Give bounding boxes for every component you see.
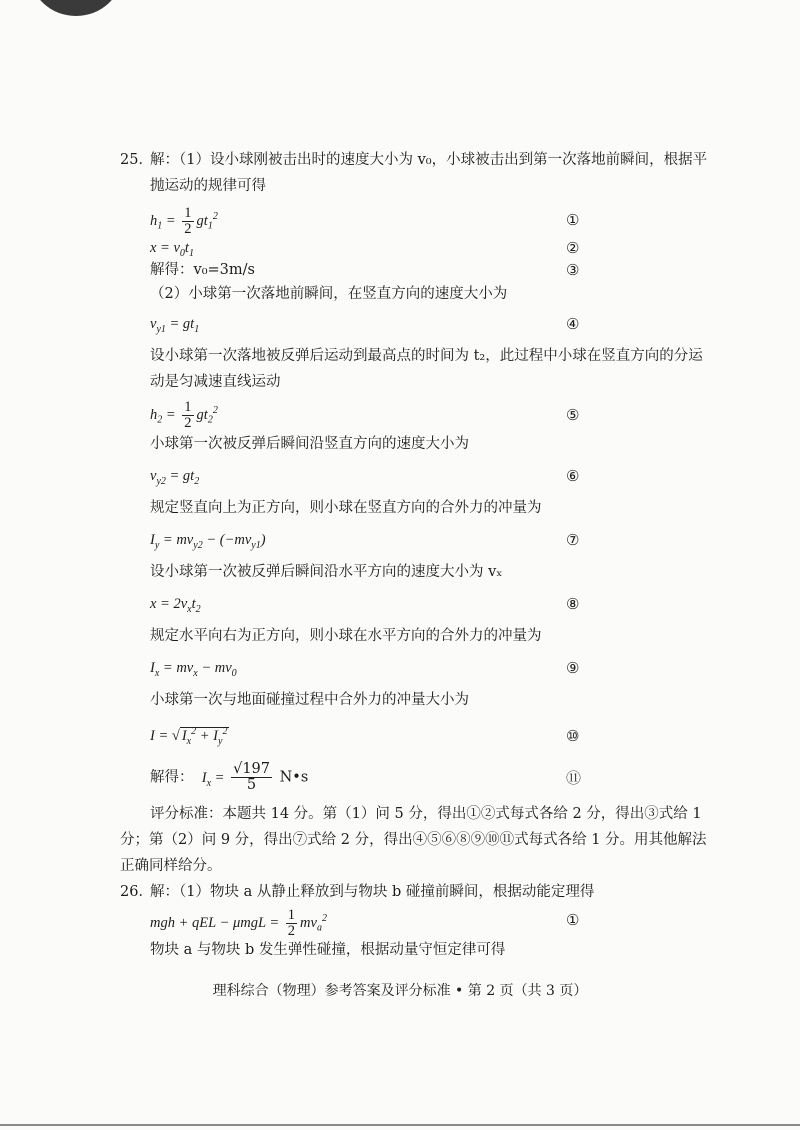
p26-collision-text: 物块 a 与物块 b 发生弹性碰撞，根据动量守恒定律可得 xyxy=(150,942,506,958)
bottom-rule xyxy=(0,1124,800,1126)
binder-tab xyxy=(30,0,122,16)
equation-8: $x = 2v_xt_2$ xyxy=(150,596,201,615)
p26-part1-intro: 解：（1）物块 a 从静止释放到与物块 b 碰撞前瞬间，根据动能定理得 xyxy=(150,884,595,900)
final-symbol: $I_x$ = xyxy=(198,769,229,789)
p25-vx-text: 设小球第一次被反弹后瞬间沿水平方向的速度大小为 vₓ xyxy=(150,564,503,580)
eq-number-8: ⑧ xyxy=(566,595,580,613)
equation-6: $v_{y2} = gt_2$ xyxy=(150,468,200,487)
v0-result: v₀=3m/s xyxy=(193,262,255,278)
eq-number-4: ④ xyxy=(566,315,580,333)
final-fraction xyxy=(231,762,272,793)
eq-number-2: ② xyxy=(566,239,580,257)
p25-vy2-text: 小球第一次被反弹后瞬间沿竖直方向的速度大小为 xyxy=(150,436,469,452)
p25-impulse-y-text: 规定竖直向上为正方向，则小球在竖直方向的合外力的冲量为 xyxy=(150,500,542,516)
p25-impulse-total-text: 小球第一次与地面碰撞过程中合外力的冲量大小为 xyxy=(150,692,469,708)
problem-26-number: 26． xyxy=(120,884,153,900)
eq-number-6: ⑥ xyxy=(566,467,580,485)
p25-rebound-text: 设小球第一次落地被反弹后运动到最高点的时间为 t₂，此过程中小球在竖直方向的分运 xyxy=(150,348,703,364)
p25-part1-intro-cont: 抛运动的规律可得 xyxy=(150,178,266,194)
final-denominator: 5 xyxy=(246,777,257,793)
p26-equation-1: mgh + qEL − μmgL = $\frac{1}{2}$ $mv_a^2$ xyxy=(150,907,327,939)
equation-3 xyxy=(150,260,255,280)
eq-number-3: ③ xyxy=(566,261,580,279)
final-label: 解得： xyxy=(150,769,194,786)
p25-part1-intro: 解：（1）设小球刚被击出时的速度大小为 v₀，小球被击出到第一次落地前瞬间，根据平 xyxy=(150,152,708,168)
equation-1: $h_1$ = $\frac{1}{2}$ $gt_1^2$ xyxy=(150,205,218,237)
scoring-line-3: 正确同样给分。 xyxy=(120,858,222,874)
equation-2: $x = v_0t_1$ xyxy=(150,240,194,259)
eq-number-9: ⑨ xyxy=(566,659,580,677)
eq-number-11: ⑪ xyxy=(566,769,582,787)
p25-part2-intro: （2）小球第一次落地前瞬间，在竖直方向的速度大小为 xyxy=(150,286,508,302)
equation-5: $h_2$ = $\frac{1}{2}$ $gt_2^2$ xyxy=(150,399,218,431)
scoring-line-1: 评分标准：本题共 14 分。第（1）问 5 分，得出①②式每式各给 2 分，得出③式给 1 xyxy=(150,806,702,822)
equation-4: $v_{y1} = gt_1$ xyxy=(150,316,200,335)
equation-10: I = √ $I_x^2 + I_y^2$ xyxy=(150,726,228,747)
solve-label: 解得： xyxy=(150,262,194,278)
scoring-line-2: 分；第（2）问 9 分，得出⑦式给 2 分，得出④⑤⑥⑧⑨⑩⑪式每式各给 1 分。用其他解法 xyxy=(120,832,707,848)
equation-11 xyxy=(150,762,308,793)
problem-25-number: 25． xyxy=(120,152,153,168)
p25-impulse-x-text: 规定水平向右为正方向，则小球在水平方向的合外力的冲量为 xyxy=(150,628,542,644)
eq-number-10: ⑩ xyxy=(566,727,580,745)
eq-number-7: ⑦ xyxy=(566,531,580,549)
p26-eq-number-1: ① xyxy=(566,911,580,929)
p25-rebound-text-cont: 动是匀减速直线运动 xyxy=(150,374,281,390)
equation-9: $I_x = mv_x - mv_0$ xyxy=(150,660,237,679)
final-numerator: √197 xyxy=(233,761,270,777)
page-footer: 理科综合（物理）参考答案及评分标准 • 第 2 页（共 3 页） xyxy=(212,983,588,999)
eq-number-1: ① xyxy=(566,211,580,229)
final-unit: N•s xyxy=(279,769,309,786)
eq-number-5: ⑤ xyxy=(566,406,580,424)
equation-7: $I_y = mv_{y2} - (-mv_{y1})$ xyxy=(150,532,266,551)
